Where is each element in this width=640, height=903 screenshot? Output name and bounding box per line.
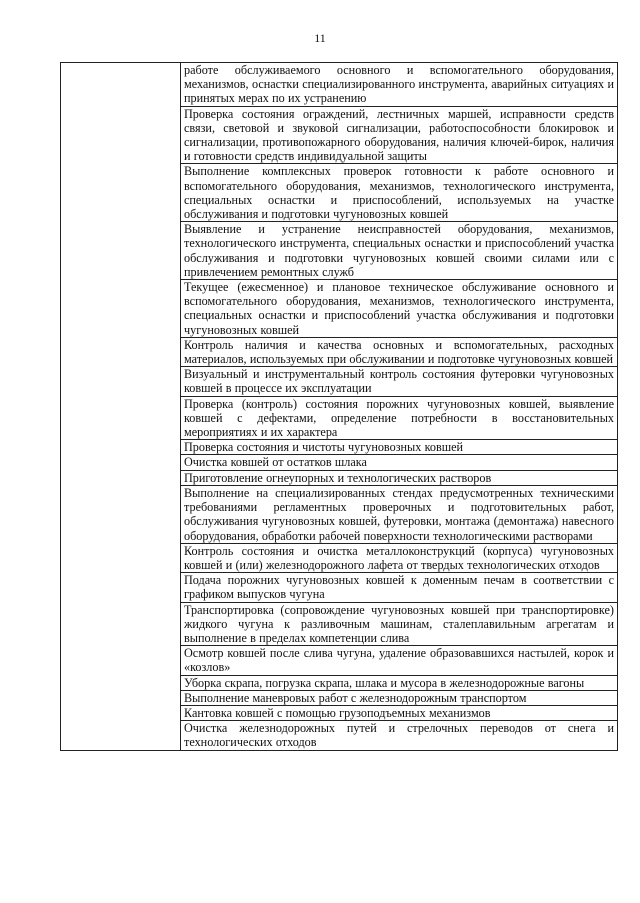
duty-cell: Транспортировка (сопровождение чугуновозных ковшей при транспортировке) жидкого чугуна к разливочным машинам, сталеплавильным агрегатам и выполнение в пределах компетенции слива xyxy=(181,602,618,646)
duty-cell: работе обслуживаемого основного и вспомогательного оборудования, механизмов, оснастки специализированного инструмента, аварийных ситуациях и принятых мерах по их устранению xyxy=(181,63,618,107)
duties-table-wrapper xyxy=(60,62,618,751)
duty-cell: Приготовление огнеупорных и технологических растворов xyxy=(181,470,618,485)
duty-cell: Кантовка ковшей с помощью грузоподъемных механизмов xyxy=(181,705,618,720)
duty-cell: Выполнение комплексных проверок готовности к работе основного и вспомогательного оборудования, механизмов, технологического инструмента, специальных оснастки и приспособлений, используемых на участке обслуживания и подготовки чугуновозных ковшей xyxy=(181,164,618,222)
duty-cell: Проверка (контроль) состояния порожних чугуновозных ковшей, выявление ковшей с дефектами, определение потребности в восстановительных мероприятиях и их характера xyxy=(181,396,618,440)
duty-cell: Осмотр ковшей после слива чугуна, удаление образовавшихся настылей, корок и «козлов» xyxy=(181,646,618,675)
duty-cell: Подача порожних чугуновозных ковшей к доменным печам в соответствии с графиком выпусков чугуна xyxy=(181,573,618,602)
labor-functions-table xyxy=(60,62,618,751)
duty-cell: Очистка ковшей от остатков шлака xyxy=(181,455,618,470)
duty-cell: Контроль наличия и качества основных и вспомогательных, расходных материалов, используемых при обслуживании и подготовке чугуновозных ковшей xyxy=(181,337,618,366)
duty-cell: Выполнение на специализированных стендах предусмотренных техническими требованиями регламентных проверочных и подготовительных работ, обслуживания чугуновозных ковшей, футеровки, монтажа (демонтажа) навесного оборудования, обработки рабочей поверхности технологическими растворами xyxy=(181,485,618,543)
function-name-cell xyxy=(61,63,181,751)
table-row xyxy=(61,63,618,107)
duty-cell: Выполнение маневровых работ с железнодорожным транспортом xyxy=(181,690,618,705)
duty-cell: Проверка состояния ограждений, лестничных маршей, исправности средств связи, световой и звуковой сигнализации, работоспособности блокировок и сигнализации, противопожарного оборудования, наличия ключей-бирок, наличия и готовности средств индивидуальной защиты xyxy=(181,106,618,164)
duty-cell: Контроль состояния и очистка металлоконструкций (корпуса) чугуновозных ковшей и (или) железнодорожного лафета от твердых технологических отходов xyxy=(181,543,618,572)
duty-cell: Уборка скрапа, погрузка скрапа, шлака и мусора в железнодорожные вагоны xyxy=(181,675,618,690)
duty-cell: Выявление и устранение неисправностей оборудования, механизмов, технологического инструмента, специальных оснастки и приспособлений участка обслуживания и подготовки чугуновозных ковшей своими силами или с привлечением ремонтных служб xyxy=(181,222,618,280)
duty-cell: Текущее (ежесменное) и плановое техническое обслуживание основного и вспомогательного оборудования, механизмов, технологического инструмента, специальных оснастки и приспособлений участка обслуживания и подготовки чугуновозных ковшей xyxy=(181,280,618,338)
duty-cell: Очистка железнодорожных путей и стрелочных переводов от снега и технологических отходов xyxy=(181,721,618,750)
page-number: 11 xyxy=(314,31,326,45)
duty-cell: Визуальный и инструментальный контроль состояния футеровки чугуновозных ковшей в процессе их эксплуатации xyxy=(181,367,618,396)
duty-cell: Проверка состояния и чистоты чугуновозных ковшей xyxy=(181,440,618,455)
